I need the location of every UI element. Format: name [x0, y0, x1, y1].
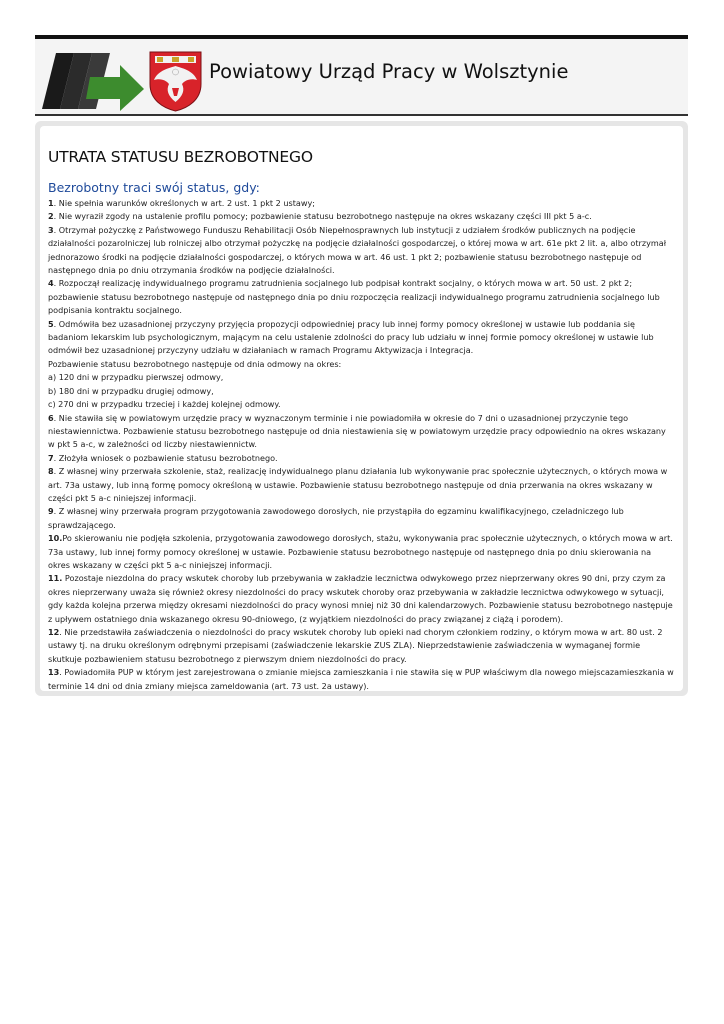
section-subtitle: Bezrobotny traci swój status, gdy: — [48, 180, 260, 195]
site-title: Powiatowy Urząd Pracy w Wolsztynie — [209, 60, 569, 83]
content-inner — [40, 126, 683, 691]
page-header — [35, 35, 688, 116]
item-number: 2 — [48, 211, 54, 222]
list-item — [48, 385, 675, 398]
item-text: . Nie przedstawiła zaświadczenia o niezdolności do pracy wskutek choroby lub opieki nad chorym członkiem rodziny, o którym mowa w art. 80 ust. 2 ustawy tj. na druku określonym odrębnymi przepisami (zaświadczenie lekarskie ZUS ZLA). Nieprzedstawienie zaświadczenia w wymaganej formie skutkuje pozbawieniem statusu bezrobotnego z pierwszym dniem niezdolności do pracy. — [48, 627, 663, 664]
item-text: . Z własnej winy przerwała szkolenie, staż, realizację indywidualnego planu działania lub wykonywanie prac społecznie użytecznych, o których mowa w art. 73a ustawy, lub inną formę pomocy określoną w ustawie. Pozbawienie statusu bezrobotnego następuje od dnia przerwania na okres wskazany w części pkt 5 a-c niniejszej informacji. — [48, 466, 668, 503]
item-number: 7 — [48, 452, 54, 463]
item-text: a) 120 dni w przypadku pierwszej odmowy, — [48, 372, 224, 383]
list-item — [48, 626, 675, 666]
list-item — [48, 224, 675, 278]
item-text: Pozostaje niezdolna do pracy wskutek choroby lub przebywania w zakładzie lecznictwa odwykowego przez nieprzerwany okres 90 dni, przy czym za okres nieprzerwany uważa się również okresy niezdolności do pracy wskutek choroby oraz przebywania w zakładzie lecznictwa odwykowego w sytuacji, gdy każda kolejna przerwa między okresami niezdolności do pracy wynosi mniej niż 30 dni kalendarzowych. Pozbawienie statusu bezrobotnego następuje z upływem ostatniego dnia wskazanego okresu 90-dniowego, (z wyjątkiem niezdolności do pracy związanej z ciążą i porodem). — [48, 573, 673, 624]
list-item — [48, 210, 675, 223]
item-text: . Odmówiła bez uzasadnionej przyczyny przyjęcia propozycji odpowiedniej pracy lub innej formy pomocy określonej w ustawie lub poddania się badaniom lekarskim lub psychologicznym, mającym na celu ustalenie zdolności do pracy lub udziału w innej formie pomocy określonej w ustawie lub odmówił bez uzasadnionej przyczyny udziału w działaniach w ramach Programu Aktywizacja i Integracja. — [48, 318, 654, 356]
content-panel — [35, 121, 688, 696]
item-number: 3 — [48, 224, 54, 235]
list-item — [48, 318, 675, 358]
item-text: . Nie spełnia warunków określonych w art. 2 ust. 1 pkt 2 ustawy; — [53, 198, 315, 208]
item-text: Po skierowaniu nie podjęła szkolenia, przygotowania zawodowego dorosłych, stażu, wykonywania prac społecznie użytecznych, o których mowa w art. 73a ustawy, lub innej formy pomocy określonej w ustawie. Pozbawienie statusu bezrobotnego następuje od następnego dnia po dniu skierowania na okres wskazany w części pkt 5 a-c niniejszej informacji. — [48, 533, 673, 570]
conditions-list — [48, 197, 675, 693]
item-text: . Powiadomiła PUP w którym jest zarejestrowana o zmianie miejsca zamieszkania i nie stawiła się w PUP właściwym dla nowego miejscazamieszkania w terminie 14 dni od dnia zmiany miejsca zameldowania (art. 73 ust. 2a ustawy). — [48, 667, 674, 691]
page-title: UTRATA STATUSU BEZROBOTNEGO — [48, 148, 313, 166]
item-number: 8 — [48, 466, 54, 477]
item-text: . Złożyła wniosek o pozbawienie statusu bezrobotnego. — [53, 452, 278, 463]
item-text: . Nie stawiła się w powiatowym urzędzie pracy w wyznaczonym terminie i nie powiadomiła w okresie do 7 dni o uzasadnionej przyczynie tego niestawiennictwa. Pozbawienie statusu bezrobotnego następuje od dnia niestawienia się w powiatowym urzędzie pracy odpowiednio na okres wskazany w pkt 5 a-c, w zależności od liczby niestawiennictw. — [48, 412, 666, 450]
list-item — [48, 505, 675, 532]
arrows-logo-icon — [38, 49, 145, 113]
item-text: Pozbawienie statusu bezrobotnego następuje od dnia odmowy na okres: — [48, 358, 342, 369]
item-text: . Rozpoczął realizację indywidualnego programu zatrudnienia socjalnego lub podpisał kontrakt socjalny, o których mowa w art. 50 ust. 2 pkt 2; pozbawienie statusu bezrobotnego następuje od następnego dnia po dniu rozpoczęcia realizacji indywidualnego programu zatrudnienia socjalnego lub podpisania kontraktu socjalnego. — [48, 278, 660, 316]
item-text: . Nie wyraził zgody na ustalenie profilu pomocy; pozbawienie statusu bezrobotnego następuje na okres wskazany części III pkt 5 a-c. — [53, 211, 592, 222]
item-text: . Otrzymał pożyczkę z Państwowego Funduszu Rehabilitacji Osób Niepełnosprawnych lub instytucji z udziałem środków publicznych na podjęcie działalności pozarolniczej lub rolniczej albo otrzymał pożyczkę na podjęcie działalności gospodarczej, o której mowa w art. 61e pkt 2 lit. a, albo otrzymał jednorazowo środki na podjęcie działalności gospodarczej, o których mowa w art. 46 ust. 1 pkt 2; pozbawienie statusu bezrobotnego następuje od następnego dnia po dniu otrzymania środków na podjęcie działalności. — [48, 224, 667, 276]
list-item — [48, 452, 675, 465]
item-number: 10. — [48, 533, 63, 544]
list-item — [48, 197, 675, 210]
item-number: 6 — [48, 412, 54, 423]
item-number: 11. — [48, 573, 63, 584]
item-text: b) 180 dni w przypadku drugiej odmowy, — [48, 385, 214, 396]
item-number: 4 — [48, 278, 54, 289]
coat-of-arms-icon — [148, 50, 203, 112]
list-item — [48, 532, 675, 572]
item-number: 12 — [48, 627, 60, 637]
list-item — [48, 666, 675, 693]
item-text: . Z własnej winy przerwała program przygotowania zawodowego dorosłych, nie przystąpiła do egzaminu kwalifikacyjnego, czeladniczego lub sprawdzającego. — [48, 506, 624, 530]
list-item — [48, 398, 675, 411]
list-item — [48, 412, 675, 452]
item-number: 5 — [48, 318, 54, 329]
list-item — [48, 371, 675, 384]
list-item — [48, 572, 675, 626]
list-item — [48, 358, 675, 371]
list-item — [48, 277, 675, 317]
list-item — [48, 465, 675, 505]
item-number: 13 — [48, 667, 60, 678]
item-number: 1 — [48, 198, 54, 208]
item-number: 9 — [48, 506, 54, 517]
item-text: c) 270 dni w przypadku trzeciej i każdej kolejnej odmowy. — [48, 399, 281, 410]
